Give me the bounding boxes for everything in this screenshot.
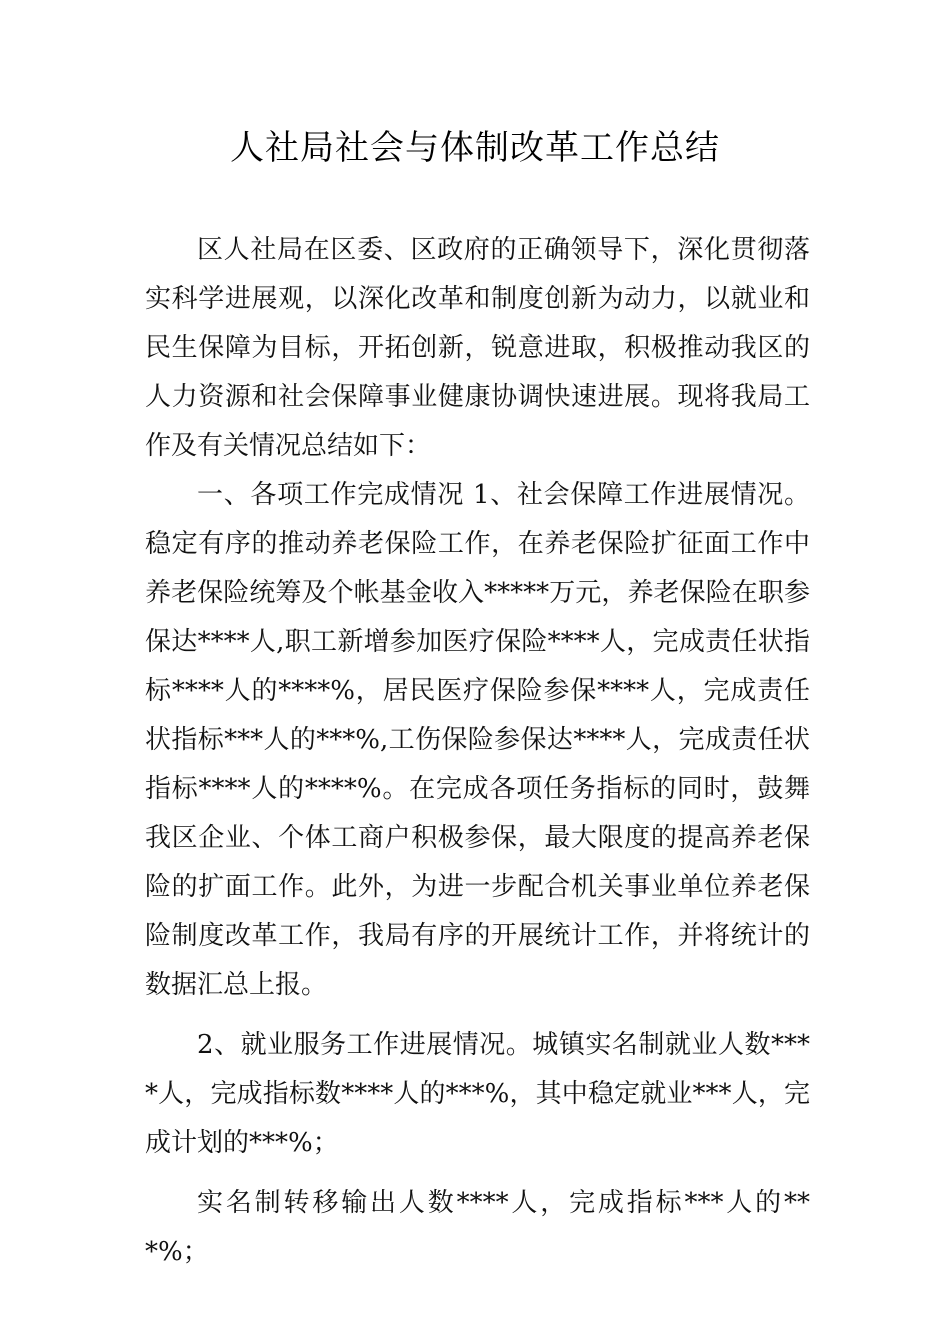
document-body <box>145 226 810 1277</box>
paragraph-social-security: 一、各项工作完成情况 1、社会保障工作进展情况。稳定有序的推动养老保险工作，在养老保险扩征面工作中养老保险统筹及个帐基金收入*****万元，养老保险在职参保达****人,职工新增参加医疗保险****人，完成责任状指标****人的****%，居民医疗保险参保****人，完成责任状指标***人的***%,工伤保险参保达****人，完成责任状指标****人的****%。在完成各项任务指标的同时，鼓舞我区企业、个体工商户积极参保，最大限度的提高养老保险的扩面工作。此外，为进一步配合机关事业单位养老保险制度改革工作，我局有序的开展统计工作，并将统计的数据汇总上报。 <box>145 480 810 1000</box>
paragraph-transfer: 实名制转移输出人数****人，完成指标***人的***%； <box>145 1188 810 1267</box>
paragraph-employment: 2、就业服务工作进展情况。城镇实名制就业人数****人，完成指标数****人的***%，其中稳定就业***人，完成计划的***%； <box>145 1030 810 1158</box>
paragraph-intro: 区人社局在区委、区政府的正确领导下，深化贯彻落实科学进展观，以深化改革和制度创新为动力，以就业和民生保障为目标，开拓创新，锐意进取，积极推动我区的人力资源和社会保障事业健康协调快速进展。现将我局工作及有关情况总结如下： <box>145 235 810 461</box>
page-title: 人社局社会与体制改革工作总结 <box>230 128 720 168</box>
